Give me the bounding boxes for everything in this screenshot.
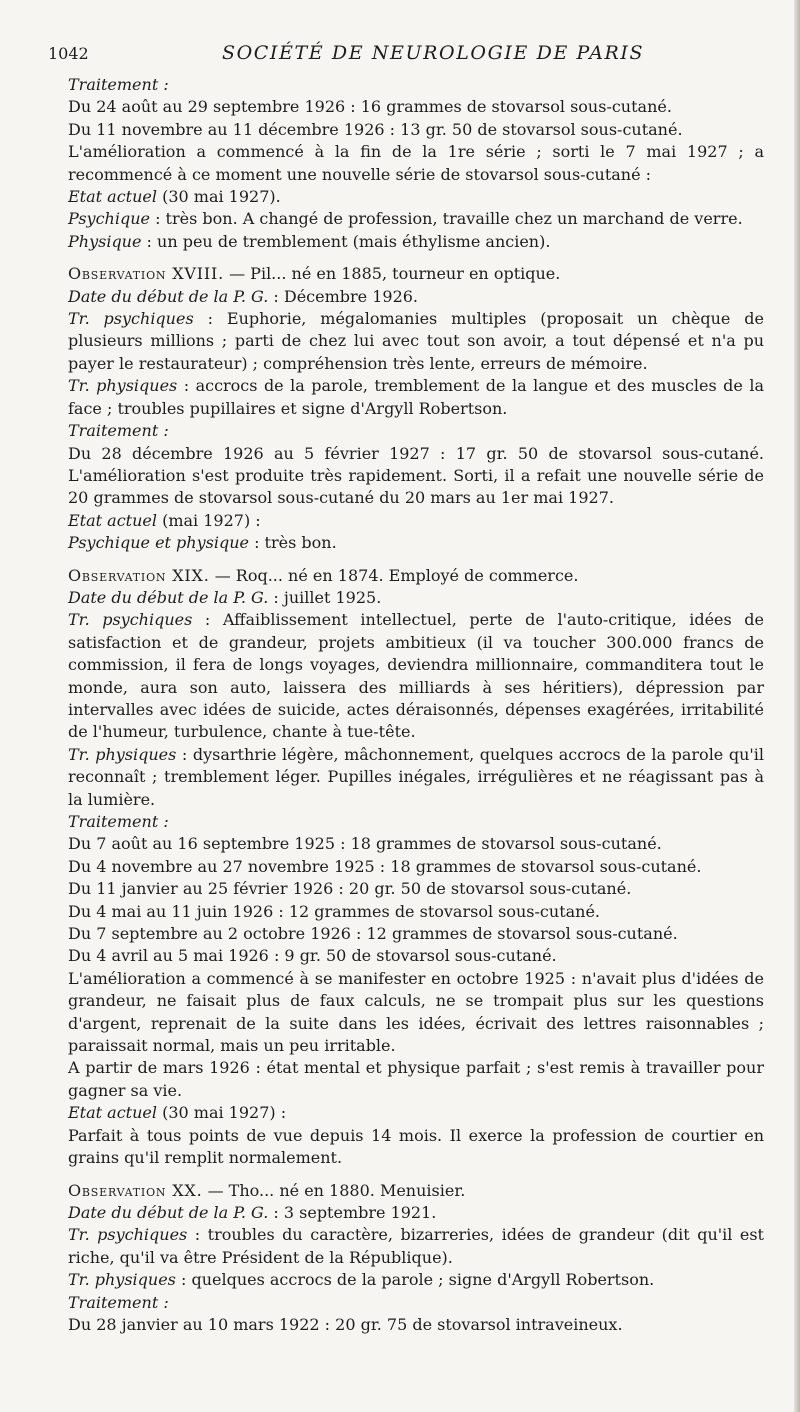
traitement-text-obs20: Du 28 janvier au 10 mars 1922 : 20 gr. 75 de stovarsol intraveineux. <box>68 1314 623 1334</box>
psychique-obs17: Psychique : très bon. A changé de profession, travaille chez un marchand de verre. <box>68 209 743 229</box>
amelioration-paragraph-obs19: L'amélioration a commencé à se manifester en octobre 1925 : n'avait plus d'idées de grandeur, ne faisait plus de faux calculs, ne se trompait plus sur les questions d'argent, reprenait de la suite dans les idées, écrivait des lettres raisonnables ; paraissait normal, mais un peu irritable. <box>68 968 764 1056</box>
treatment-line: Du 11 novembre au 11 décembre 1926 : 13 gr. 50 de stovarsol sous-cutané. <box>68 119 683 139</box>
treatment-line: Du 7 septembre au 2 octobre 1926 : 12 grammes de stovarsol sous-cutané. <box>68 924 678 944</box>
page-edge-shadow <box>794 0 800 1412</box>
treatment-line: Du 4 novembre au 27 novembre 1925 : 18 grammes de stovarsol sous-cutané. <box>68 856 702 876</box>
treatment-line: Du 4 avril au 5 mai 1926 : 9 gr. 50 de stovarsol sous-cutané. <box>68 946 557 966</box>
traitement-label-obs17: Traitement : <box>68 75 169 94</box>
amelioration-paragraph-obs17: L'amélioration a commencé à la fin de la 1re série ; sorti le 7 mai 1927 ; a recommencé à ce moment une nouvelle série de stovarsol sous-cutané : <box>68 142 764 184</box>
mars-paragraph-obs19: A partir de mars 1926 : état mental et physique parfait ; s'est remis à travailler pour gagner sa vie. <box>68 1058 764 1100</box>
troubles-physiques-obs20: Tr. physiques : quelques accrocs de la parole ; signe d'Argyll Robertson. <box>68 1270 655 1290</box>
parfait-paragraph-obs19: Parfait à tous points de vue depuis 14 mois. Il exerce la profession de courtier en grains qu'il remplit normalement. <box>68 1125 764 1168</box>
document-page <box>48 42 764 1336</box>
treatment-line: Du 24 août au 29 septembre 1926 : 16 grammes de stovarsol sous-cutané. <box>68 97 672 117</box>
traitement-label-obs19: Traitement : <box>68 812 169 831</box>
date-debut-obs18: Date du début de la P. G. : Décembre 1926. <box>68 286 419 306</box>
treatment-line: Du 7 août au 16 septembre 1925 : 18 grammes de stovarsol sous-cutané. <box>68 834 662 854</box>
traitement-text-obs18: Du 28 décembre 1926 au 5 février 1927 : 17 gr. 50 de stovarsol sous-cutané. L'amélioration s'est produite très rapidement. Sorti, il a refait une nouvelle série de 20 grammes de stovarsol sous-cutané du 20 mars au 1er mai 1927. <box>68 443 764 508</box>
etat-actuel-obs19: Etat actuel (30 mai 1927) : <box>68 1103 287 1123</box>
page-header <box>48 42 764 74</box>
observation-heading-20: Observation XX. — Tho... né en 1880. Menuisier. <box>68 1180 466 1200</box>
etat-actuel-obs17: Etat actuel (30 mai 1927). <box>68 187 281 207</box>
running-title: SOCIÉTÉ DE NEUROLOGIE DE PARIS <box>222 42 645 64</box>
troubles-psychiques-obs20: Tr. psychiques : troubles du caractère, bizarreries, idées de grandeur (dit qu'il est riche, qu'il va être Président de la République). <box>68 1225 764 1267</box>
observation-heading-19: Observation XIX. — Roq... né en 1874. Employé de commerce. <box>68 565 579 585</box>
psychique-physique-obs18: Psychique et physique : très bon. <box>68 533 337 553</box>
treatment-line: Du 4 mai au 11 juin 1926 : 12 grammes de stovarsol sous-cutané. <box>68 901 601 921</box>
treatment-line: Du 11 janvier au 25 février 1926 : 20 gr. 50 de stovarsol sous-cutané. <box>68 879 632 899</box>
troubles-physiques-obs19: Tr. physiques : dysarthrie légère, mâchonnement, quelques accrocs de la parole qu'il reconnaît ; tremblement léger. Pupilles inégales, irrégulières et ne réagissant pas à la lumière. <box>68 744 765 809</box>
troubles-physiques-obs18: Tr. physiques : accrocs de la parole, tremblement de la langue et des muscles de la face ; troubles pupillaires et signe d'Argyll Robertson. <box>68 376 765 418</box>
observation-heading-18: Observation XVIII. — Pil... né en 1885, tourneur en optique. <box>68 264 561 284</box>
traitement-label-obs20: Traitement : <box>68 1292 169 1312</box>
troubles-psychiques-obs18: Tr. psychiques : Euphorie, mégalomanies multiples (proposait un chèque de plusieurs millions ; parti de chez lui avec tout son avoir, a tout dépensé et n'a pu payer le restaurateur) ; compréhension très lente, erreurs de mémoire. <box>68 309 765 373</box>
physique-obs17: Physique : un peu de tremblement (mais éthylisme ancien). <box>68 231 551 251</box>
page-body <box>48 74 764 1336</box>
page-number: 1042 <box>48 44 89 63</box>
troubles-psychiques-obs19: Tr. psychiques : Affaiblissement intellectuel, perte de l'auto-critique, idées de satisfaction et de grandeur, projets ambitieux (il va toucher 300.000 francs de commission, il fera de longs voyages, deviendra millionnaire, commanditera tout le monde, aura son auto, laissera des milliards à ses héritiers), dépression par intervalles avec idées de suicide, actes déraisonnés, dépenses exagérées, irritabilité de l'humeur, turbulence, chante à tue-tête. <box>68 610 764 742</box>
traitement-label-obs18: Traitement : <box>68 421 169 441</box>
etat-actuel-obs18: Etat actuel (mai 1927) : <box>68 510 261 530</box>
date-debut-obs19: Date du début de la P. G. : juillet 1925. <box>68 587 382 607</box>
date-debut-obs20: Date du début de la P. G. : 3 septembre 1921. <box>68 1202 437 1222</box>
